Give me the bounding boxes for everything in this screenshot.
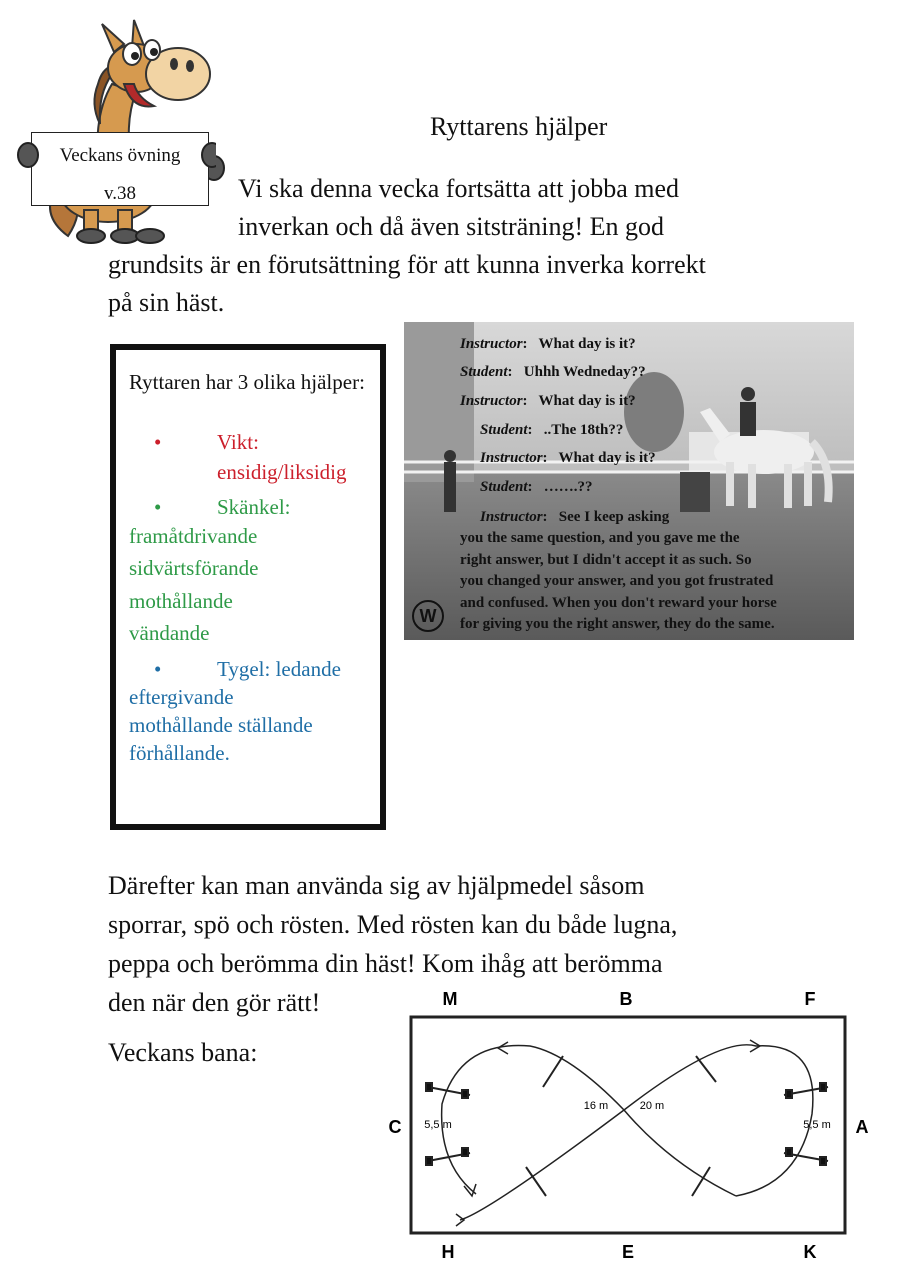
speaker: Instructor xyxy=(480,509,543,525)
dialogue-line: Uhhh Wedneday?? xyxy=(523,364,646,380)
arena-course-diagram xyxy=(380,984,880,1264)
leg-aid-item: mothållande xyxy=(129,589,233,613)
distance-left: 5,5 m xyxy=(424,1119,452,1131)
closing-line: right answer, but I didn't accept it as such. So xyxy=(460,552,752,568)
dialogue-line: What day is it? xyxy=(538,336,636,352)
w-logo-icon: W xyxy=(412,600,444,632)
distance-center-right: 20 m xyxy=(639,1100,665,1112)
aids-header: Ryttaren har 3 olika hjälper: xyxy=(129,370,365,394)
letter-m: M xyxy=(442,989,458,1009)
hooves-decoration xyxy=(16,140,216,170)
paragraph-line: sporrar, spö och rösten. Med rösten kan du både lugna, xyxy=(108,910,678,939)
distance-center-left: 16 m xyxy=(583,1100,609,1112)
leg-aid-label: Skänkel: xyxy=(217,495,291,519)
rein-aid-item: mothållande ställande xyxy=(129,713,313,737)
intro-line: grundsits är en förutsättning för att kunna inverka korrekt xyxy=(108,250,706,279)
distance-right: 5,5 m xyxy=(803,1119,831,1131)
paragraph-line: Därefter kan man använda sig av hjälpmedel såsom xyxy=(108,871,645,900)
rider-aids-box xyxy=(110,344,386,830)
arena-boundary xyxy=(411,1017,845,1233)
letter-f: F xyxy=(804,989,816,1009)
course-label: Veckans bana: xyxy=(108,1038,258,1067)
dialogue-line: ..The 18th?? xyxy=(543,422,624,438)
letter-e: E xyxy=(621,1242,635,1262)
intro-line: Vi ska denna vecka fortsätta att jobba med xyxy=(238,174,679,203)
letter-b: B xyxy=(619,989,633,1009)
leg-aid-item: framåtdrivande xyxy=(129,524,258,548)
weight-aid-detail: ensidig/liksidig xyxy=(217,460,347,484)
weight-aid-label: Vikt: xyxy=(217,430,259,454)
speaker: Instructor xyxy=(480,450,543,466)
sign-week: v.38 xyxy=(103,183,137,204)
rein-aid-item: förhållande. xyxy=(129,741,230,765)
closing-line: for giving you the right answer, they do the same. xyxy=(460,616,775,632)
speaker: Instructor xyxy=(460,393,523,409)
intro-paragraph xyxy=(108,170,808,322)
page-title: Ryttarens hjälper xyxy=(430,112,608,141)
speaker: Student xyxy=(480,479,528,495)
letter-a: A xyxy=(855,1117,869,1137)
leg-aid-item: sidvärtsförande xyxy=(129,556,259,580)
bullet: • xyxy=(154,657,162,681)
instructor-student-photo: Instructor: What day is it? Student: Uhhh Wedneday?? Instructor: What day is it? Student: ..The 18th?? Instructor: What day is it? Student: …….?? Instructor: See I keep asking you the same question, and you gave me the right answer, but I didn't accept it as such. So you changed your answer, and you got frustrated and confused. When you don't reward your horse for giving you the right answer, they do the same. W xyxy=(404,322,854,640)
rein-aid-item: eftergivande xyxy=(129,685,234,709)
speaker: Student xyxy=(460,364,508,380)
bullet: • xyxy=(154,430,162,454)
intro-line: på sin häst. xyxy=(108,288,225,317)
dialogue-line: What day is it? xyxy=(558,450,656,466)
closing-line: and confused. When you don't reward your horse xyxy=(460,595,777,611)
letter-c: C xyxy=(388,1117,402,1137)
letter-h: H xyxy=(441,1242,455,1262)
leg-aid-item: vändande xyxy=(129,621,210,645)
closing-line: you changed your answer, and you got frustrated xyxy=(460,573,774,589)
sign-title: Veckans övning xyxy=(59,145,181,166)
closing-line: you the same question, and you gave me the xyxy=(460,530,740,546)
speaker: Instructor xyxy=(460,336,523,352)
dialogue-line: What day is it? xyxy=(538,393,636,409)
bullet: • xyxy=(154,495,162,519)
rein-aid-label: Tygel: ledande xyxy=(217,657,341,681)
paragraph-line: den när den gör rätt! xyxy=(108,988,321,1017)
intro-line: inverkan och då även sitsträning! En god xyxy=(238,212,664,241)
dialogue-line: …….?? xyxy=(543,479,593,495)
dialogue-line: See I keep asking xyxy=(558,509,670,525)
letter-k: K xyxy=(803,1242,817,1262)
paragraph-line: peppa och berömma din häst! Kom ihåg att berömma xyxy=(108,949,663,978)
speaker: Student xyxy=(480,422,528,438)
